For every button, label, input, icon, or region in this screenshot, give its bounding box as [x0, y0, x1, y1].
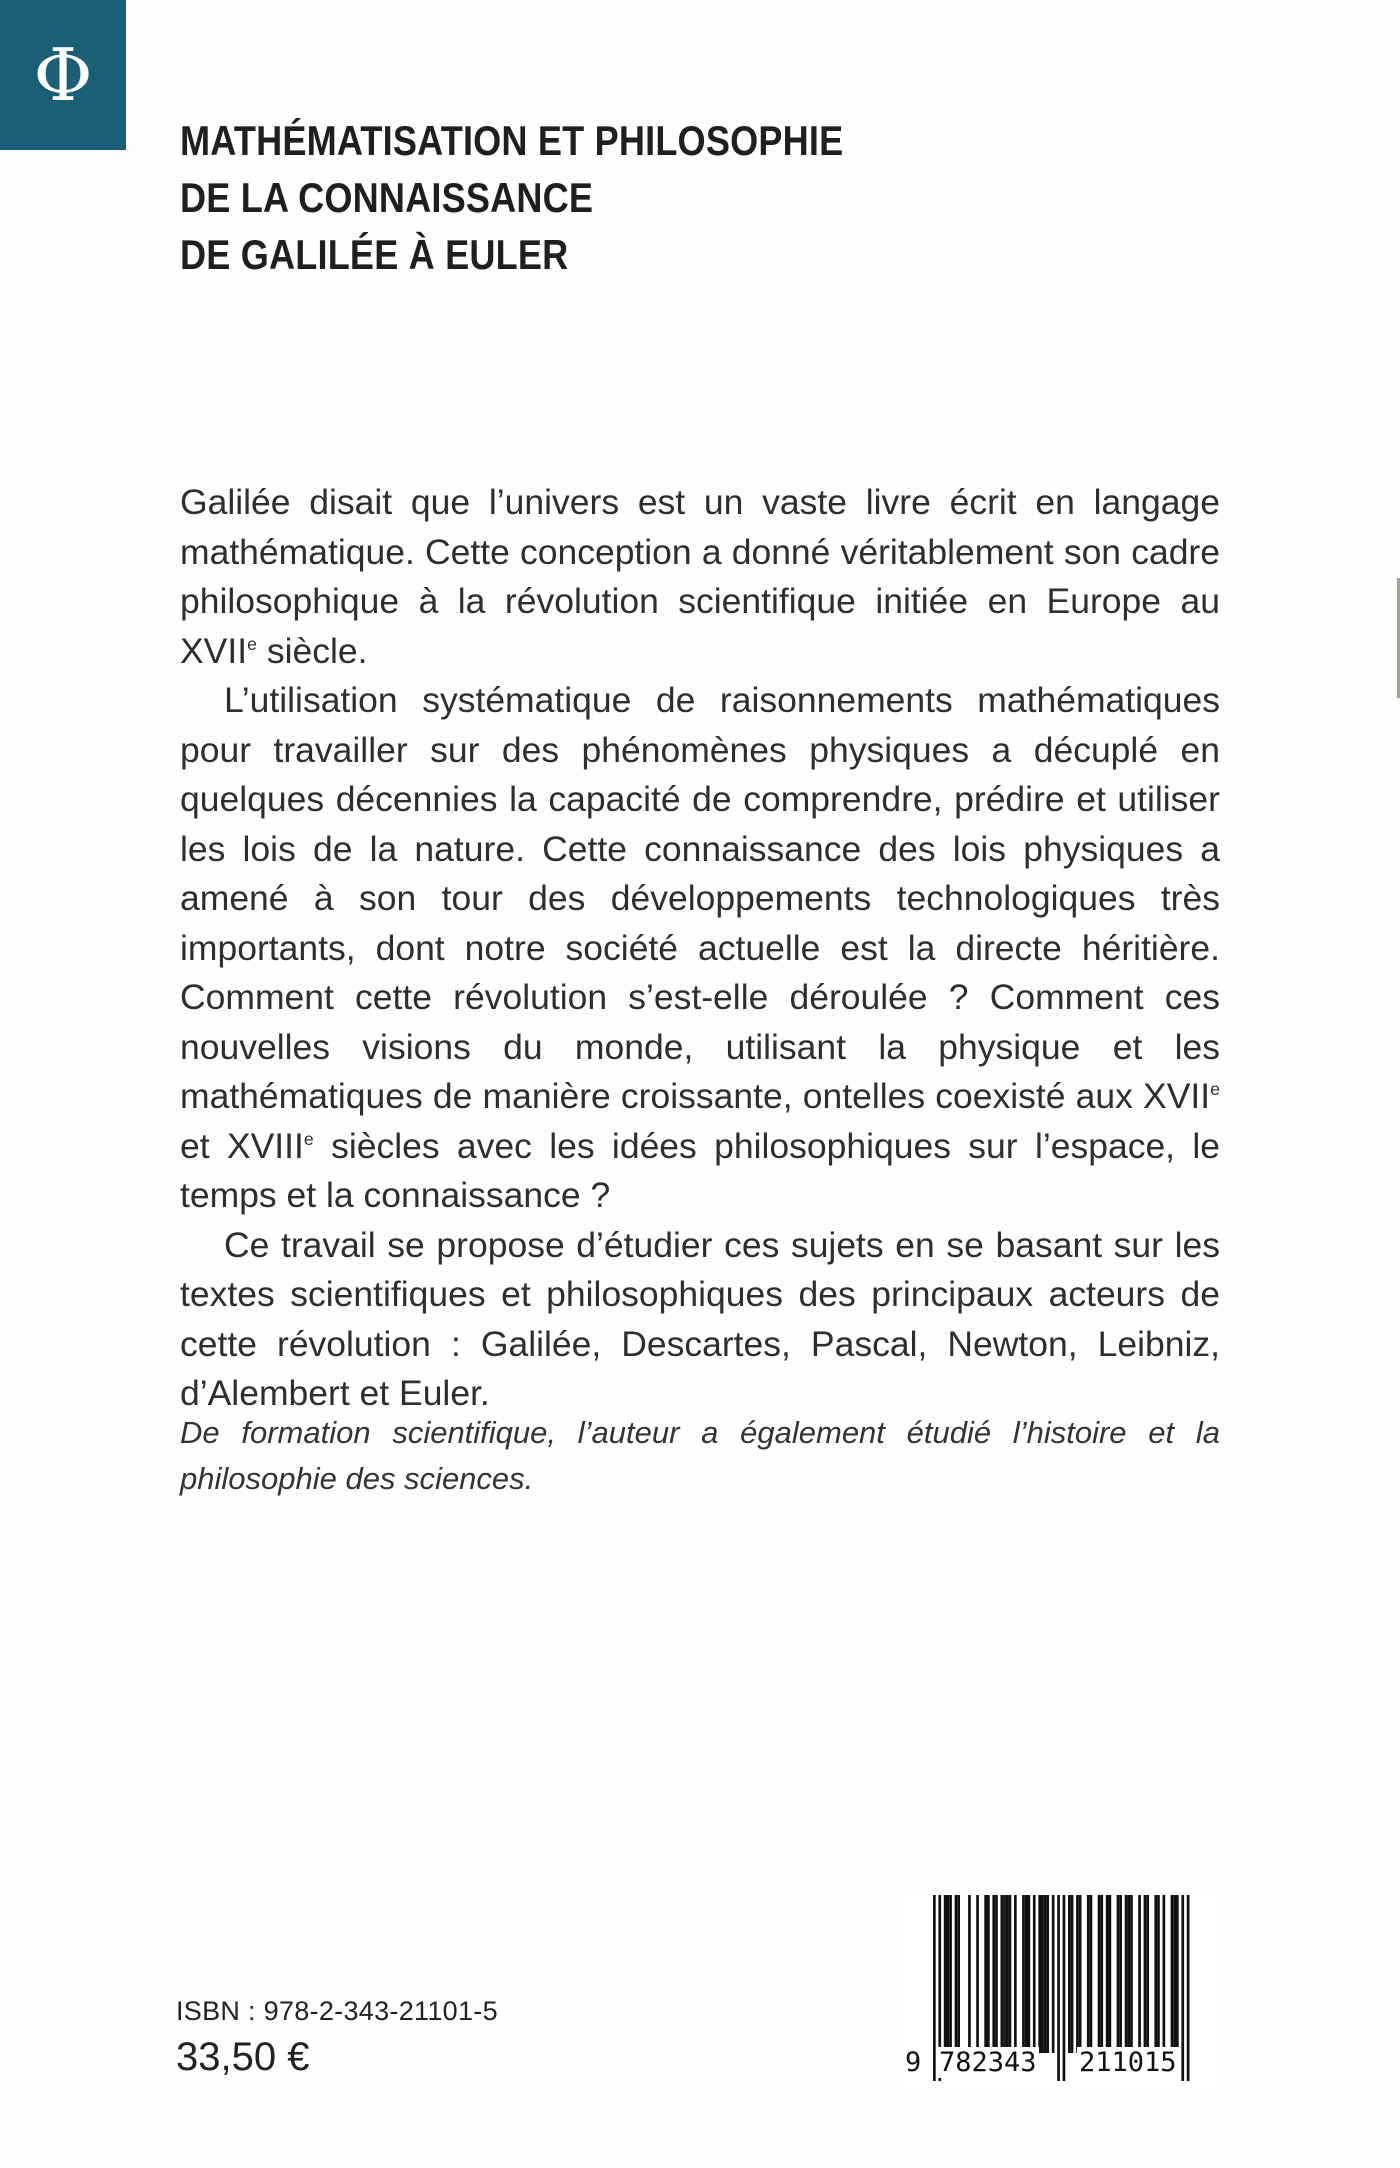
- barcode-bar: [1138, 1895, 1141, 2053]
- barcode-bar: [957, 1895, 960, 2053]
- barcode-bar: [1154, 1895, 1157, 2053]
- blurb-paragraph-3: Ce travail se propose d’étudier ces sujets en se basant sur les textes scientifiques et philosophiques des principaux acteurs de cette révolution : Galilée, Descartes, Pascal, Newton, Leibniz, d’Alembert et Euler.: [180, 1224, 1220, 1413]
- barcode-bar: [984, 1895, 987, 2053]
- barcode-bar: [1130, 1895, 1133, 2053]
- title-line-1: MATHÉMATISATION ET PHILOSOPHIE: [180, 117, 844, 164]
- barcode-bar: [987, 1895, 990, 2053]
- barcode-bar: [1119, 1895, 1122, 2053]
- book-title: [180, 112, 954, 283]
- barcode-bar: [1146, 1895, 1149, 2053]
- barcode-bar: [1041, 1895, 1044, 2053]
- barcode-bar: [1127, 1895, 1130, 2053]
- barcode-bar: [1163, 1895, 1166, 2053]
- barcode-bar: [1033, 1895, 1036, 2053]
- barcode-bar: [1009, 1895, 1012, 2053]
- barcode-bar: [1006, 1895, 1009, 2053]
- barcode-bar: [1171, 1895, 1174, 2053]
- barcode-digits: [905, 2047, 1215, 2085]
- blurb: [180, 478, 1220, 1419]
- barcode-bar: [1176, 1895, 1179, 2053]
- price-label: 33,50 €: [176, 2035, 310, 2079]
- barcode-bar: [1090, 1895, 1093, 2053]
- barcode-bar: [1001, 1895, 1004, 2053]
- barcode-bar: [1003, 1895, 1006, 2053]
- barcode-digit-group-1: 782343: [939, 2047, 1037, 2078]
- barcode-bar: [1100, 1895, 1103, 2053]
- barcode-bar: [1046, 1895, 1049, 2053]
- barcode-bar: [1052, 1895, 1055, 2053]
- title-line-2: DE LA CONNAISSANCE: [180, 174, 594, 221]
- barcode-bar: [947, 1895, 950, 2053]
- phi-logo-icon: Φ: [33, 33, 93, 117]
- barcode-bar: [1106, 1895, 1109, 2053]
- barcode-bar: [1076, 1895, 1079, 2053]
- barcode-bar: [1068, 1895, 1071, 2053]
- barcode-bar: [1173, 1895, 1176, 2053]
- barcode-bar: [976, 1895, 979, 2053]
- barcode-bar: [949, 1895, 952, 2053]
- barcode-bar: [1014, 1895, 1017, 2053]
- barcode-bar: [1157, 1895, 1160, 2053]
- barcode-bar: [1022, 1895, 1025, 2053]
- barcode-bar: [1117, 1895, 1120, 2053]
- barcode-bar: [1087, 1895, 1090, 2053]
- barcode-bar: [944, 1895, 947, 2053]
- blurb-paragraph-2: L’utilisation systématique de raisonnements mathématiques pour travailler sur des phénomènes physiques a décuplé en quelques décennies la capacité de comprendre, prédire et utiliser les lois de la nature. Cette connaissance des lois physiques a amené à son tour des développements technologiques très importants, dont notre société actuelle est la directe héritière. Comment cette révolution s’est-elle déroulée ? Comment ces nouvelles visions du monde, utilisant la physique et les mathématiques de manière croissante, ontelles coexisté aux XVIIe et XVIIIe siècles avec les idées philosophiques sur l’espace, le temps et la connaissance ?: [180, 680, 1221, 1215]
- barcode-bar: [1109, 1895, 1112, 2053]
- barcode-bar: [968, 1895, 971, 2053]
- barcode-bar: [955, 1895, 958, 2053]
- barcode-bar: [1044, 1895, 1047, 2053]
- publisher-logo: [0, 0, 126, 150]
- barcode-bar: [1079, 1895, 1082, 2053]
- author-note: De formation scientifique, l’auteur a également étudié l’histoire et la philosophie des sciences.: [180, 1415, 1220, 1496]
- barcode: [905, 1895, 1215, 2085]
- title-line-3: DE GALILÉE À EULER: [180, 231, 569, 278]
- barcode-bar: [1098, 1895, 1101, 2053]
- barcode-bar: [1071, 1895, 1074, 2053]
- barcode-digit-group-2: 211015: [1079, 2047, 1177, 2078]
- barcode-bar: [1038, 1895, 1041, 2053]
- barcode-bar: [995, 1895, 998, 2053]
- barcode-lead-digit: 9: [905, 2047, 922, 2078]
- barcode-bar: [1025, 1895, 1028, 2053]
- blurb-paragraph-1: Galilée disait que l’univers est un vaste livre écrit en langage mathématique. Cette conception a donné véritablement son cadre philosophique à la révolution scientifique initiée en Europe au XVIIe siècle.: [180, 482, 1220, 671]
- barcode-bar: [1028, 1895, 1031, 2053]
- barcode-bar: [992, 1895, 995, 2053]
- barcode-bar: [1144, 1895, 1147, 2053]
- isbn-label: ISBN : 978-2-343-21101-5: [176, 1996, 498, 2026]
- barcode-bar: [1125, 1895, 1128, 2053]
